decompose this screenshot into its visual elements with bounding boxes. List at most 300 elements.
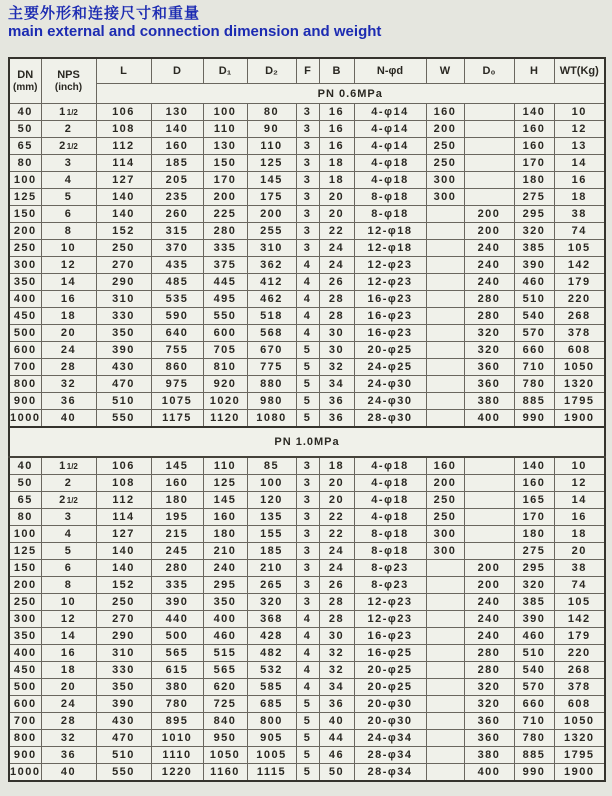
cell-nps: 14 [41, 628, 96, 645]
cell-d: 315 [151, 223, 203, 240]
cell-wt: 20 [554, 543, 605, 560]
cell-w [426, 359, 464, 376]
cell-b: 50 [319, 764, 354, 782]
cell-d2: 880 [247, 376, 296, 393]
cell-nps: 2 [41, 121, 96, 138]
cell-b: 16 [319, 104, 354, 121]
cell-d0: 380 [464, 747, 514, 764]
cell-b: 40 [319, 713, 354, 730]
cell-d0: 320 [464, 696, 514, 713]
cell-l: 106 [96, 104, 151, 121]
cell-d2: 568 [247, 325, 296, 342]
col-header-wt: WT(Kg) [554, 58, 605, 84]
cell-d: 565 [151, 645, 203, 662]
cell-f: 5 [296, 713, 319, 730]
cell-h: 160 [514, 121, 554, 138]
cell-h: 160 [514, 138, 554, 155]
col-header-dn [9, 58, 41, 104]
fraction: 1/2 [66, 108, 78, 117]
cell-d2: 175 [247, 189, 296, 206]
cell-d0: 400 [464, 764, 514, 782]
cell-d: 755 [151, 342, 203, 359]
cell-wt: 10 [554, 104, 605, 121]
table-row [9, 121, 605, 138]
cell-nphid: 12-φ23 [354, 274, 426, 291]
cell-d0: 240 [464, 594, 514, 611]
cell-h: 660 [514, 696, 554, 713]
cell-b: 20 [319, 189, 354, 206]
cell-wt: 14 [554, 492, 605, 509]
cell-w [426, 291, 464, 308]
cell-b: 44 [319, 730, 354, 747]
cell-b: 26 [319, 274, 354, 291]
cell-wt: 105 [554, 240, 605, 257]
cell-f: 3 [296, 223, 319, 240]
cell-nps: 32 [41, 376, 96, 393]
cell-d2: 265 [247, 577, 296, 594]
section1-header-row [9, 84, 605, 104]
cell-d2: 412 [247, 274, 296, 291]
cell-l: 510 [96, 393, 151, 410]
cell-l: 108 [96, 121, 151, 138]
cell-l: 140 [96, 189, 151, 206]
cell-nps: 16 [41, 645, 96, 662]
cell-nps: 5 [41, 189, 96, 206]
cell-b: 30 [319, 342, 354, 359]
cell-dn: 1000 [9, 410, 41, 428]
cell-nphid: 12-φ23 [354, 594, 426, 611]
cell-b: 28 [319, 594, 354, 611]
cell-nphid: 28-φ34 [354, 764, 426, 782]
cell-dn: 50 [9, 475, 41, 492]
cell-f: 4 [296, 662, 319, 679]
col-header-f: F [296, 58, 319, 84]
cell-f: 4 [296, 628, 319, 645]
cell-w: 250 [426, 155, 464, 172]
cell-dn: 900 [9, 747, 41, 764]
cell-b: 36 [319, 696, 354, 713]
cell-d2: 685 [247, 696, 296, 713]
cell-l: 152 [96, 223, 151, 240]
cell-nphid: 8-φ18 [354, 543, 426, 560]
table-row [9, 172, 605, 189]
cell-nphid: 4-φ14 [354, 104, 426, 121]
table-row [9, 696, 605, 713]
cell-b: 26 [319, 577, 354, 594]
cell-d: 145 [151, 457, 203, 475]
cell-f: 5 [296, 376, 319, 393]
cell-d: 435 [151, 257, 203, 274]
cell-f: 4 [296, 645, 319, 662]
cell-f: 5 [296, 696, 319, 713]
cell-d1: 600 [203, 325, 247, 342]
cell-f: 4 [296, 274, 319, 291]
cell-d0: 280 [464, 662, 514, 679]
cell-d: 1075 [151, 393, 203, 410]
cell-d1: 460 [203, 628, 247, 645]
cell-wt: 142 [554, 257, 605, 274]
cell-l: 350 [96, 325, 151, 342]
cell-nps: 4 [41, 526, 96, 543]
cell-nps: 11/2 [41, 104, 96, 121]
cell-d0: 320 [464, 679, 514, 696]
cell-d: 185 [151, 155, 203, 172]
cell-nps: 18 [41, 308, 96, 325]
cell-dn: 150 [9, 206, 41, 223]
cell-d0: 240 [464, 257, 514, 274]
cell-dn: 450 [9, 308, 41, 325]
section-header-pn10: PN 1.0MPa [9, 427, 605, 457]
cell-d0: 280 [464, 308, 514, 325]
cell-f: 3 [296, 104, 319, 121]
cell-d1: 180 [203, 526, 247, 543]
cell-nphid: 12-φ18 [354, 240, 426, 257]
table-row [9, 475, 605, 492]
table-row [9, 594, 605, 611]
cell-nphid: 24-φ30 [354, 376, 426, 393]
cell-w [426, 611, 464, 628]
cell-w: 300 [426, 543, 464, 560]
cell-d0: 200 [464, 206, 514, 223]
cell-d0 [464, 475, 514, 492]
col-header-nps-unit: (inch) [54, 81, 83, 93]
cell-d: 615 [151, 662, 203, 679]
cell-d: 205 [151, 172, 203, 189]
page-title-en: main external and connection dimension and weight [8, 23, 382, 41]
cell-d: 485 [151, 274, 203, 291]
cell-d0 [464, 189, 514, 206]
cell-w [426, 679, 464, 696]
cell-f: 4 [296, 679, 319, 696]
cell-b: 34 [319, 679, 354, 696]
cell-dn: 400 [9, 645, 41, 662]
section-header-pn06: PN 0.6MPa [96, 84, 605, 104]
cell-d2: 145 [247, 172, 296, 189]
cell-d2: 670 [247, 342, 296, 359]
table-row [9, 713, 605, 730]
cell-nphid: 8-φ18 [354, 189, 426, 206]
cell-b: 20 [319, 492, 354, 509]
cell-nphid: 4-φ18 [354, 172, 426, 189]
cell-f: 3 [296, 189, 319, 206]
cell-wt: 1795 [554, 747, 605, 764]
cell-l: 140 [96, 543, 151, 560]
cell-d1: 515 [203, 645, 247, 662]
table-row [9, 526, 605, 543]
cell-nphid: 8-φ18 [354, 526, 426, 543]
cell-l: 330 [96, 662, 151, 679]
cell-d: 280 [151, 560, 203, 577]
table-row [9, 543, 605, 560]
cell-b: 32 [319, 662, 354, 679]
cell-d0 [464, 155, 514, 172]
cell-l: 290 [96, 274, 151, 291]
cell-nphid: 20-φ25 [354, 679, 426, 696]
section2-header-row [9, 427, 605, 457]
cell-nphid: 12-φ23 [354, 611, 426, 628]
cell-d0: 360 [464, 713, 514, 730]
cell-h: 990 [514, 410, 554, 428]
cell-d1: 950 [203, 730, 247, 747]
cell-f: 3 [296, 155, 319, 172]
cell-h: 710 [514, 359, 554, 376]
cell-dn: 250 [9, 240, 41, 257]
fraction: 1/2 [66, 496, 78, 505]
col-header-l: L [96, 58, 151, 84]
cell-wt: 1050 [554, 359, 605, 376]
col-header-nps-label: NPS [57, 69, 80, 82]
cell-wt: 14 [554, 155, 605, 172]
cell-d2: 120 [247, 492, 296, 509]
cell-nphid: 28-φ34 [354, 747, 426, 764]
cell-f: 5 [296, 730, 319, 747]
cell-d: 1110 [151, 747, 203, 764]
cell-dn: 1000 [9, 764, 41, 782]
cell-f: 3 [296, 594, 319, 611]
cell-h: 460 [514, 628, 554, 645]
cell-nps: 3 [41, 155, 96, 172]
cell-w [426, 560, 464, 577]
cell-wt: 179 [554, 628, 605, 645]
cell-d0: 200 [464, 560, 514, 577]
cell-dn: 800 [9, 730, 41, 747]
cell-nphid: 24-φ25 [354, 359, 426, 376]
cell-w: 250 [426, 509, 464, 526]
cell-h: 885 [514, 747, 554, 764]
cell-d2: 462 [247, 291, 296, 308]
cell-nphid: 20-φ25 [354, 342, 426, 359]
cell-dn: 600 [9, 342, 41, 359]
cell-nps: 20 [41, 679, 96, 696]
cell-nps: 28 [41, 713, 96, 730]
cell-nphid: 24-φ34 [354, 730, 426, 747]
cell-d1: 225 [203, 206, 247, 223]
cell-b: 36 [319, 393, 354, 410]
cell-d: 500 [151, 628, 203, 645]
table-row [9, 291, 605, 308]
table-row [9, 257, 605, 274]
col-header-d0: D₀ [464, 58, 514, 84]
cell-wt: 608 [554, 342, 605, 359]
cell-h: 295 [514, 560, 554, 577]
cell-dn: 800 [9, 376, 41, 393]
cell-dn: 65 [9, 138, 41, 155]
cell-w [426, 730, 464, 747]
cell-d2: 125 [247, 155, 296, 172]
cell-nphid: 4-φ14 [354, 138, 426, 155]
cell-nps: 11/2 [41, 457, 96, 475]
cell-f: 3 [296, 509, 319, 526]
cell-dn: 700 [9, 359, 41, 376]
cell-d0: 360 [464, 359, 514, 376]
cell-l: 310 [96, 645, 151, 662]
col-header-dn-label: DN [17, 69, 34, 82]
cell-h: 140 [514, 104, 554, 121]
cell-d2: 135 [247, 509, 296, 526]
cell-l: 127 [96, 526, 151, 543]
cell-dn: 350 [9, 274, 41, 291]
table-row [9, 359, 605, 376]
cell-d: 195 [151, 509, 203, 526]
cell-d1: 110 [203, 121, 247, 138]
table-row [9, 747, 605, 764]
cell-b: 24 [319, 560, 354, 577]
page-title-zh: 主要外形和连接尺寸和重量 [8, 5, 201, 22]
cell-dn: 350 [9, 628, 41, 645]
cell-dn: 300 [9, 611, 41, 628]
cell-w [426, 308, 464, 325]
cell-b: 24 [319, 543, 354, 560]
cell-d: 780 [151, 696, 203, 713]
cell-d1: 550 [203, 308, 247, 325]
cell-w [426, 223, 464, 240]
cell-w: 250 [426, 138, 464, 155]
cell-d1: 150 [203, 155, 247, 172]
fraction: 1/2 [66, 142, 78, 151]
cell-h: 320 [514, 577, 554, 594]
cell-wt: 1320 [554, 376, 605, 393]
cell-w [426, 747, 464, 764]
cell-d0: 240 [464, 611, 514, 628]
cell-l: 390 [96, 696, 151, 713]
cell-wt: 142 [554, 611, 605, 628]
cell-d1: 160 [203, 509, 247, 526]
table-row [9, 410, 605, 428]
cell-f: 5 [296, 359, 319, 376]
cell-d: 895 [151, 713, 203, 730]
cell-d0 [464, 138, 514, 155]
cell-nps: 14 [41, 274, 96, 291]
cell-l: 390 [96, 342, 151, 359]
cell-dn: 125 [9, 189, 41, 206]
cell-d: 160 [151, 475, 203, 492]
cell-b: 16 [319, 138, 354, 155]
cell-f: 3 [296, 172, 319, 189]
cell-nphid: 20-φ25 [354, 662, 426, 679]
cell-l: 470 [96, 730, 151, 747]
cell-d2: 85 [247, 457, 296, 475]
cell-nphid: 16-φ23 [354, 308, 426, 325]
cell-w [426, 577, 464, 594]
cell-d0 [464, 543, 514, 560]
cell-d0 [464, 492, 514, 509]
cell-nps: 40 [41, 410, 96, 428]
cell-dn: 150 [9, 560, 41, 577]
cell-h: 170 [514, 155, 554, 172]
cell-l: 250 [96, 594, 151, 611]
cell-nps: 28 [41, 359, 96, 376]
cell-l: 152 [96, 577, 151, 594]
table-row [9, 240, 605, 257]
cell-f: 3 [296, 121, 319, 138]
cell-d: 245 [151, 543, 203, 560]
cell-d: 130 [151, 104, 203, 121]
cell-d: 335 [151, 577, 203, 594]
cell-dn: 250 [9, 594, 41, 611]
cell-l: 470 [96, 376, 151, 393]
cell-l: 140 [96, 560, 151, 577]
cell-wt: 220 [554, 291, 605, 308]
cell-d: 160 [151, 138, 203, 155]
cell-wt: 1320 [554, 730, 605, 747]
cell-dn: 600 [9, 696, 41, 713]
cell-dn: 40 [9, 457, 41, 475]
cell-dn: 40 [9, 104, 41, 121]
cell-d2: 775 [247, 359, 296, 376]
cell-nphid: 4-φ18 [354, 155, 426, 172]
cell-d1: 240 [203, 560, 247, 577]
cell-d2: 1115 [247, 764, 296, 782]
cell-wt: 18 [554, 526, 605, 543]
cell-f: 3 [296, 577, 319, 594]
table-row [9, 274, 605, 291]
cell-b: 22 [319, 509, 354, 526]
cell-d2: 532 [247, 662, 296, 679]
cell-h: 275 [514, 543, 554, 560]
cell-nps: 5 [41, 543, 96, 560]
cell-h: 510 [514, 291, 554, 308]
cell-d: 370 [151, 240, 203, 257]
cell-h: 570 [514, 325, 554, 342]
cell-w [426, 342, 464, 359]
cell-nps: 21/2 [41, 492, 96, 509]
cell-wt: 38 [554, 560, 605, 577]
cell-wt: 12 [554, 475, 605, 492]
cell-d1: 1020 [203, 393, 247, 410]
cell-nphid: 4-φ18 [354, 457, 426, 475]
cell-d0: 360 [464, 376, 514, 393]
cell-d2: 368 [247, 611, 296, 628]
cell-nphid: 8-φ23 [354, 560, 426, 577]
cell-f: 5 [296, 393, 319, 410]
cell-h: 165 [514, 492, 554, 509]
cell-w: 160 [426, 457, 464, 475]
cell-f: 3 [296, 560, 319, 577]
cell-d: 975 [151, 376, 203, 393]
table-row [9, 645, 605, 662]
cell-d2: 110 [247, 138, 296, 155]
table-row [9, 189, 605, 206]
cell-d2: 1005 [247, 747, 296, 764]
cell-nps: 21/2 [41, 138, 96, 155]
cell-f: 3 [296, 206, 319, 223]
cell-b: 28 [319, 291, 354, 308]
cell-l: 430 [96, 713, 151, 730]
table-row [9, 104, 605, 121]
cell-d: 640 [151, 325, 203, 342]
cell-nps: 8 [41, 223, 96, 240]
cell-d2: 80 [247, 104, 296, 121]
cell-nphid: 16-φ23 [354, 325, 426, 342]
cell-b: 36 [319, 410, 354, 428]
cell-d2: 100 [247, 475, 296, 492]
table-row [9, 138, 605, 155]
cell-nphid: 16-φ23 [354, 291, 426, 308]
cell-f: 3 [296, 138, 319, 155]
cell-nps: 3 [41, 509, 96, 526]
cell-h: 510 [514, 645, 554, 662]
cell-w [426, 662, 464, 679]
cell-d: 535 [151, 291, 203, 308]
cell-b: 20 [319, 475, 354, 492]
cell-w [426, 594, 464, 611]
cell-w [426, 764, 464, 782]
cell-f: 3 [296, 526, 319, 543]
cell-h: 160 [514, 475, 554, 492]
cell-d1: 145 [203, 492, 247, 509]
cell-nps: 36 [41, 747, 96, 764]
cell-d2: 482 [247, 645, 296, 662]
